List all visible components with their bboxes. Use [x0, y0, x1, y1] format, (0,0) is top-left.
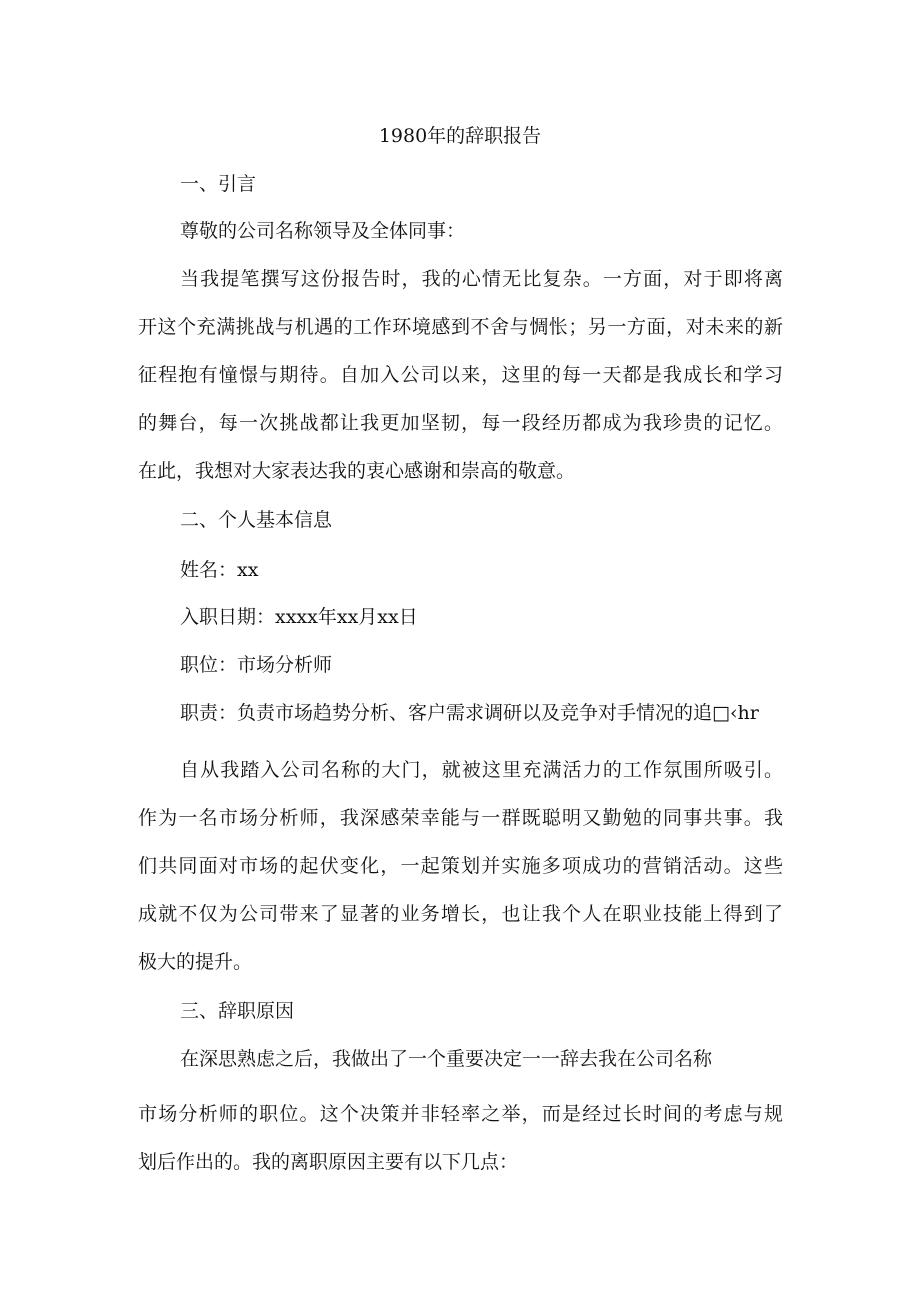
paragraph-line: 的舞台，每一次挑战都让我更加坚韧，每一段经历都成为我珍贵的记忆。 — [138, 412, 783, 434]
salutation: 尊敬的公司名称领导及全体同事： — [180, 220, 466, 242]
info-duty: 职责：负责市场趋势分析、客户需求调研以及竞争对手情况的追□‹hr — [180, 702, 759, 724]
paragraph-line: 成就不仅为公司带来了显著的业务增长，也让我个人在职业技能上得到了 — [138, 903, 783, 925]
info-join-date: 入职日期：xxxx年xx月xx日 — [180, 606, 418, 628]
paragraph-line: 自从我踏入公司名称的大门，就被这里充满活力的工作氛围所吸引。 — [180, 759, 783, 781]
paragraph-line: 开这个充满挑战与机遇的工作环境感到不舍与惆怅；另一方面，对未来的新 — [138, 316, 783, 338]
section-heading-intro: 一、引言 — [180, 173, 257, 195]
section-heading-reasons: 三、辞职原因 — [180, 1000, 295, 1022]
paragraph-line: 在深思熟虑之后，我做出了一个重要决定一一辞去我在公司名称 — [180, 1048, 713, 1070]
document-title: 1980年的辞职报告 — [378, 125, 542, 147]
section-heading-basic-info: 二、个人基本信息 — [180, 509, 333, 531]
info-name: 姓名：xx — [180, 559, 259, 581]
paragraph-line: 当我提笔撰写这份报告时，我的心情无比复杂。一方面，对于即将离 — [180, 268, 783, 290]
paragraph-line: 在此，我想对大家表达我的衷心感谢和崇高的敬意。 — [138, 460, 576, 482]
paragraph-line: 征程抱有憧憬与期待。自加入公司以来，这里的每一天都是我成长和学习 — [138, 364, 783, 386]
paragraph-line: 划后作出的。我的离职原因主要有以下几点： — [138, 1151, 519, 1173]
paragraph-line: 作为一名市场分析师，我深感荣幸能与一群既聪明又勤勉的同事共事。我 — [138, 807, 783, 829]
paragraph-line: 极大的提升。 — [138, 951, 253, 973]
info-position: 职位：市场分析师 — [180, 654, 333, 676]
paragraph-line: 市场分析师的职位。这个决策并非轻率之举，而是经过长时间的考虑与规 — [138, 1103, 783, 1125]
paragraph-line: 们共同面对市场的起伏变化，一起策划并实施多项成功的营销活动。这些 — [138, 855, 783, 877]
